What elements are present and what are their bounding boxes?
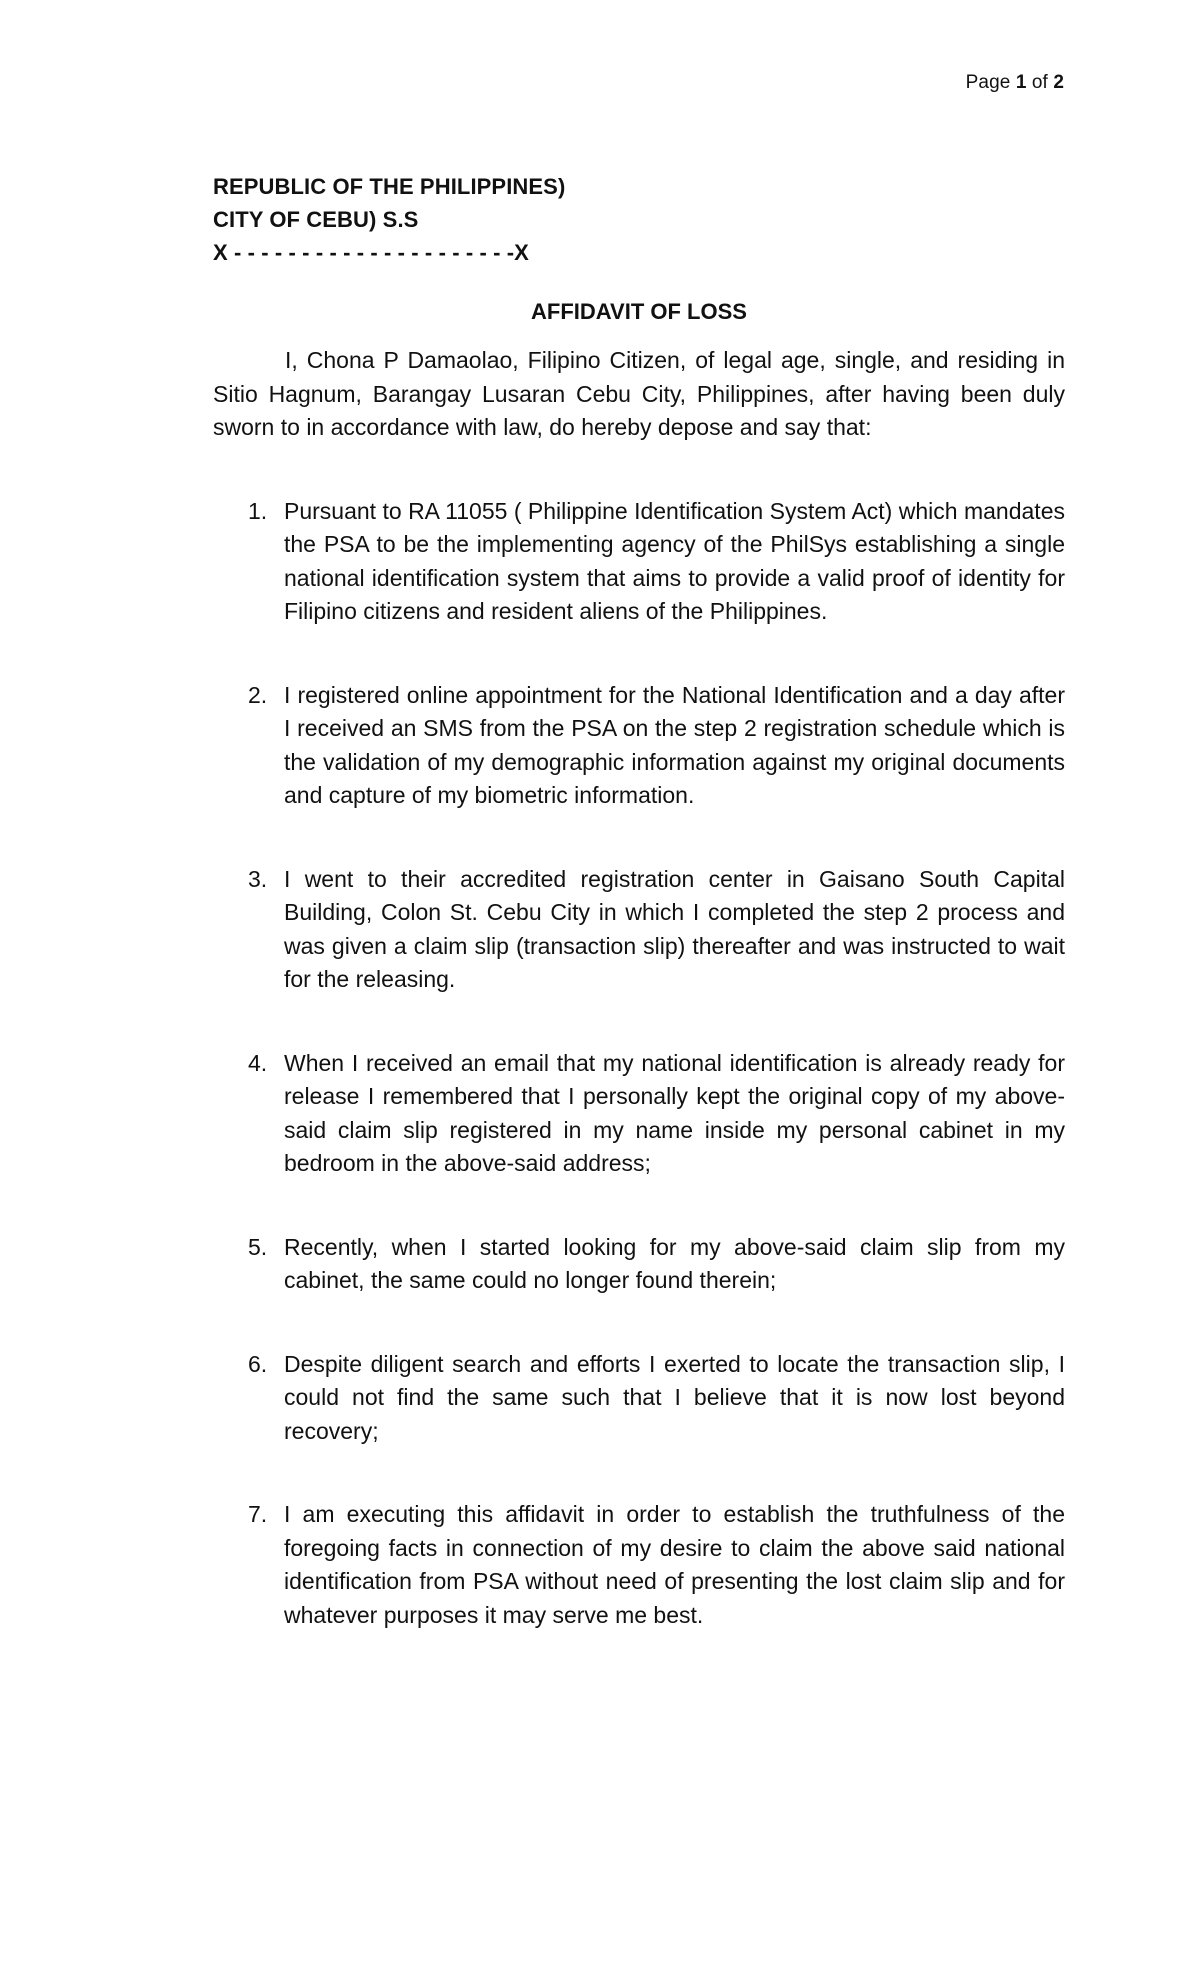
page-label: Page	[965, 72, 1011, 93]
affidavit-body	[213, 170, 1065, 1682]
page-total: 2	[1053, 72, 1064, 93]
item-text: Despite diligent search and efforts I exerted to locate the transaction slip, I could not find the same such that I believe that it is now lost beyond recovery;	[284, 1350, 1065, 1444]
item-number: 6.	[248, 1350, 268, 1377]
item-text: When I received an email that my national identification is already ready for release I remembered that I personally kept the original copy of my above-said claim slip registered in my name inside my personal cabinet in my bedroom in the above-said address;	[284, 1049, 1065, 1176]
list-item	[213, 679, 1065, 813]
document-title: AFFIDAVIT OF LOSS	[531, 299, 747, 324]
item-text: I went to their accredited registration center in Gaisano South Capital Building, Colon St. Cebu City in which I completed the step 2 process and was given a claim slip (transaction slip) thereafter and was instructed to wait for the releasing.	[284, 865, 1065, 992]
item-number: 1.	[248, 497, 268, 524]
caption-city: CITY OF CEBU) S.S	[213, 207, 419, 232]
item-number: 4.	[248, 1049, 268, 1076]
numbered-statements	[213, 495, 1065, 1633]
list-item	[213, 1498, 1065, 1632]
item-text: I am executing this affidavit in order to establish the truthfulness of the foregoing facts in connection of my desire to claim the above said national identification from PSA without need of presenting the lost claim slip and for whatever purposes it may serve me best.	[284, 1501, 1065, 1628]
caption-republic: REPUBLIC OF THE PHILIPPINES)	[213, 174, 566, 199]
page-current: 1	[1015, 72, 1027, 93]
item-number: 7.	[248, 1501, 268, 1527]
item-number: 3.	[248, 865, 268, 892]
item-number: 5.	[248, 1233, 268, 1260]
list-item	[213, 1348, 1065, 1449]
item-text: I registered online appointment for the National Identification and a day after I received an SMS from the PSA on the step 2 registration schedule which is the validation of my demographic information against my original documents and capture of my biometric information.	[284, 681, 1065, 808]
list-item	[213, 1231, 1065, 1298]
caption-separator: X - - - - - - - - - - - - - - - - - - - - -X	[213, 240, 529, 265]
page-number	[966, 72, 1064, 94]
list-item	[213, 863, 1065, 997]
intro-paragraph: I, Chona P Damaolao, Filipino Citizen, of legal age, single, and residing in Sitio Hagnum, Barangay Lusaran Cebu City, Philippines, after having been duly sworn to in accordance with law, do hereby depose and say that:	[213, 347, 1065, 440]
page-of: of	[1031, 72, 1048, 93]
item-number: 2.	[248, 681, 268, 708]
list-item	[213, 495, 1065, 629]
item-text: Recently, when I started looking for my above-said claim slip from my cabinet, the same could no longer found therein;	[284, 1233, 1065, 1293]
item-text: Pursuant to RA 11055 ( Philippine Identification System Act) which mandates the PSA to be the implementing agency of the PhilSys establishing a single national identification system that aims to provide a valid proof of identity for Filipino citizens and resident aliens of the Philippines.	[284, 497, 1065, 624]
list-item	[213, 1047, 1065, 1181]
